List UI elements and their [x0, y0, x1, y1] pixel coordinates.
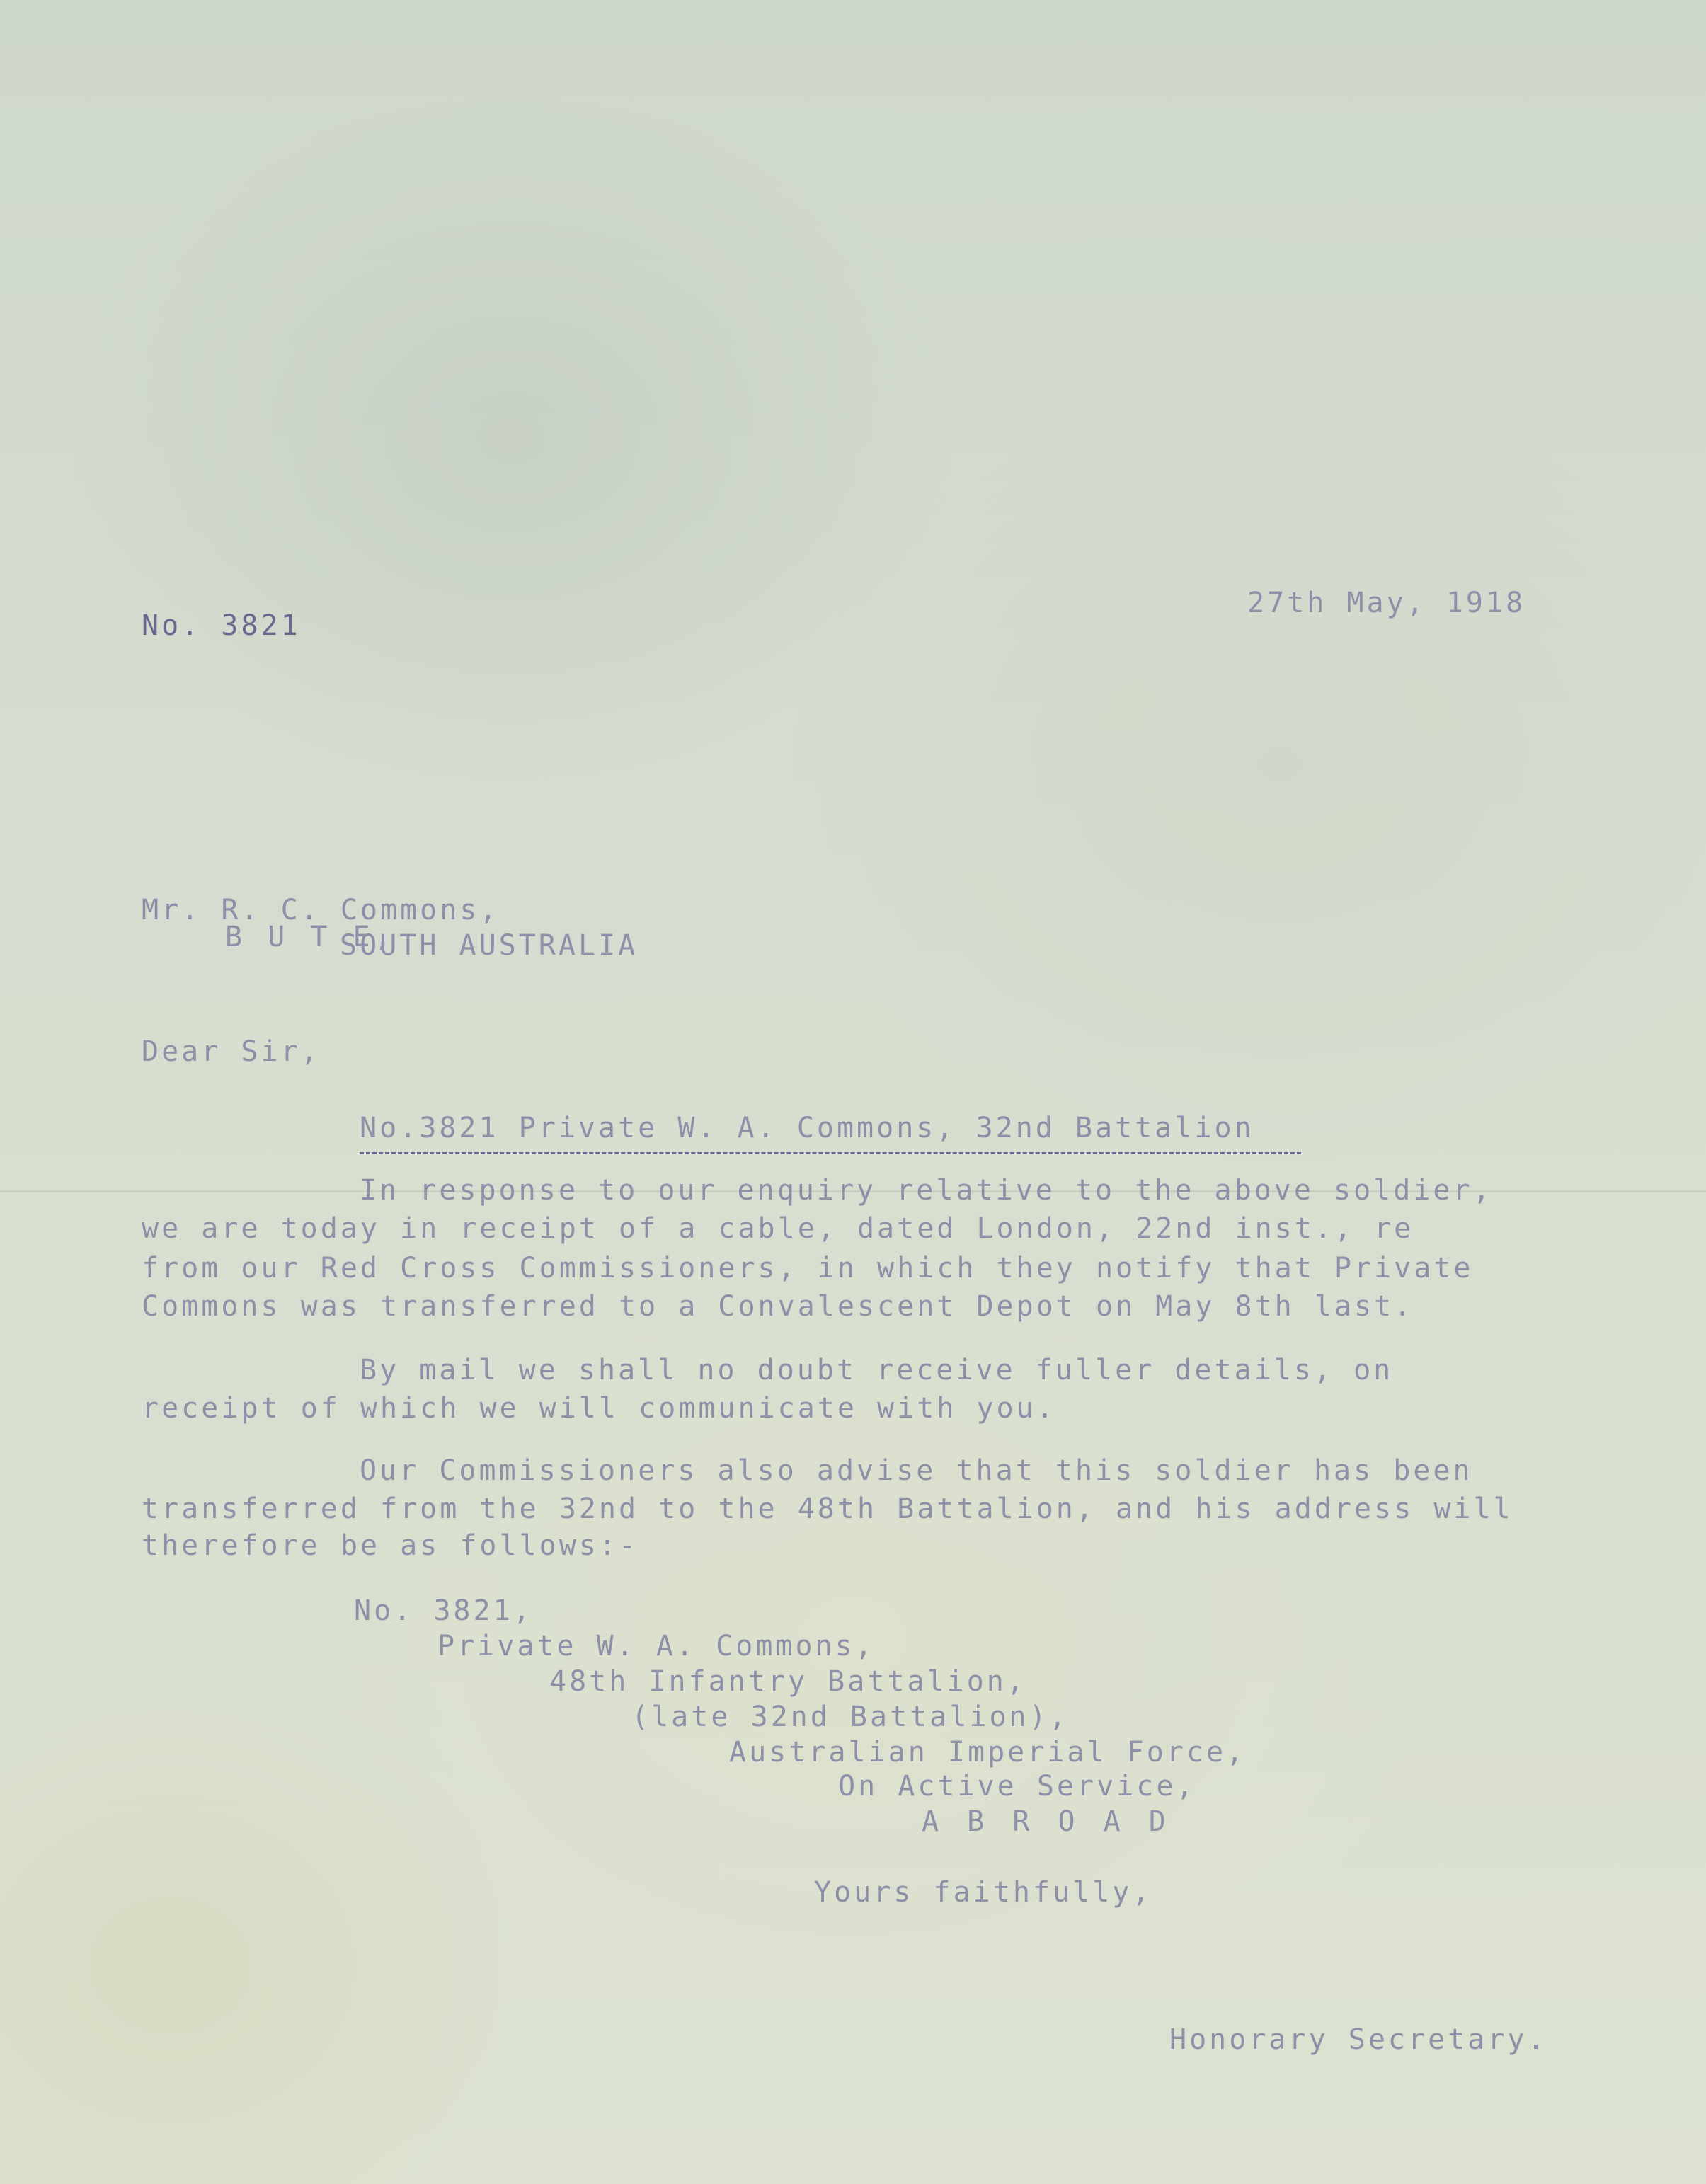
- address-line-2: Private W. A. Commons,: [437, 1630, 875, 1662]
- salutation: Dear Sir,: [142, 1035, 321, 1068]
- paragraph1-line4: Commons was transferred to a Convalescent Depot on May 8th last.: [142, 1290, 1414, 1323]
- paragraph3-line3: therefore be as follows:-: [142, 1529, 639, 1562]
- paragraph3-line2: transferred from the 32nd to the 48th Battalion, and his address will: [142, 1493, 1513, 1525]
- subject-line: No.3821 Private W. A. Commons, 32nd Battalion: [360, 1112, 1254, 1144]
- paragraph1-line3: from our Red Cross Commissioners, in which they notify that Private: [142, 1252, 1474, 1284]
- paragraph3-line1: Our Commissioners also advise that this soldier has been: [360, 1454, 1473, 1487]
- address-line-4: (late 32nd Battalion),: [631, 1701, 1069, 1733]
- addressee-town: B U T E,: [225, 921, 396, 953]
- address-line-7: A B R O A D: [922, 1805, 1172, 1838]
- addressee-name: Mr. R. C. Commons,: [142, 894, 500, 926]
- closing: Yours faithfully,: [814, 1876, 1152, 1909]
- address-line-1: No. 3821,: [354, 1594, 533, 1627]
- address-line-5: Australian Imperial Force,: [729, 1736, 1247, 1769]
- paragraph1-line2: we are today in receipt of a cable, dated London, 22nd inst., re: [142, 1212, 1414, 1245]
- letter-date: 27th May, 1918: [1247, 587, 1526, 619]
- paragraph2-line1: By mail we shall no doubt receive fuller details, on: [360, 1354, 1394, 1386]
- subject-underline: [360, 1152, 1301, 1154]
- address-line-3: 48th Infantry Battalion,: [549, 1665, 1026, 1698]
- address-line-6: On Active Service,: [838, 1770, 1196, 1803]
- addressee-state: SOUTH AUSTRALIA: [340, 929, 639, 962]
- signatory-title: Honorary Secretary.: [1169, 2023, 1547, 2056]
- paragraph2-line2: receipt of which we will communicate with you.: [142, 1392, 1056, 1425]
- reference-number: No. 3821: [142, 609, 301, 642]
- paragraph1-line1: In response to our enquiry relative to the above soldier,: [360, 1174, 1493, 1207]
